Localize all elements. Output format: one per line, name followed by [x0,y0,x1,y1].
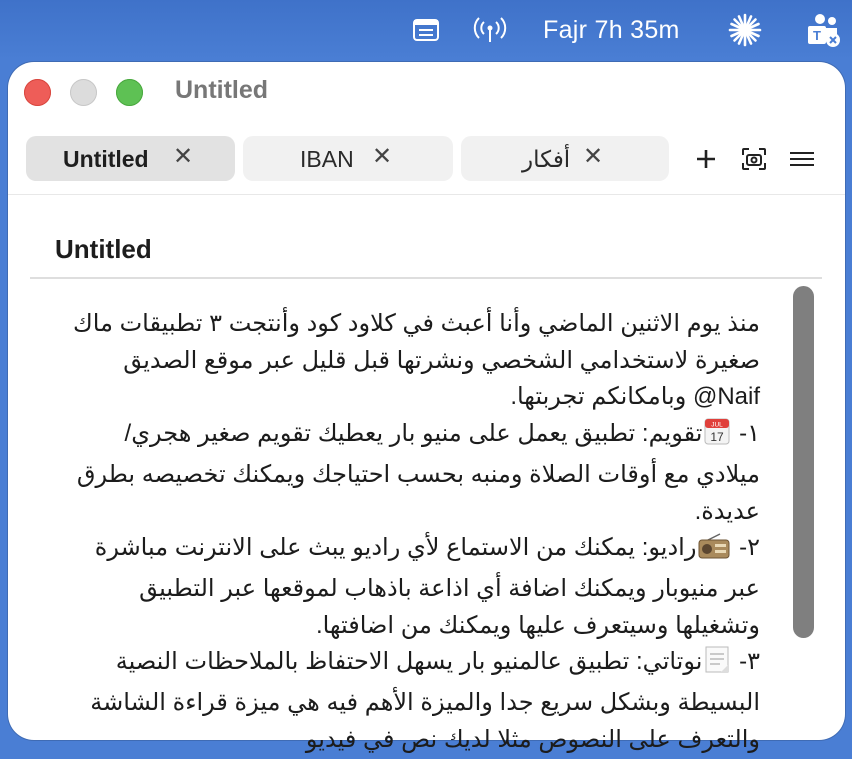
calendar-icon [704,417,730,457]
radio-emoji-icon [698,533,730,571]
intro-paragraph: منذ يوم الاثنين الماضي وأنا أعبث في كلاود كود وأنتجت ٣ تطبيقات ماك صغيرة لاستخدامي الشخصي ونشرتها قبل قليل عبر موقع الصديق ‎@Naif‎ وبامكانكم تجربتها. [72,310,760,411]
menu-icon[interactable] [787,140,817,178]
title-divider [30,277,822,279]
minimize-window-button[interactable] [70,79,97,106]
toolbar-divider [8,194,845,195]
list-number: ٢- [739,534,760,562]
list-number: ٣- [739,648,760,676]
maximize-window-button[interactable] [116,79,143,106]
svg-text:T: T [813,28,821,43]
list-item-text: نوتاتي: تطبيق عالمنيو بار يسهل الاحتفاظ بالملاحظات النصية البسيطة وبشكل سريع جدا والميزة الأهم فيه هي ميزة قراءة الشاشة والتعرف على النصوص مثلا لديك نص في فيديو [90,648,760,753]
teams-icon[interactable] [805,0,843,60]
close-window-button[interactable] [24,79,51,106]
list-item-text: تقويم: تطبيق يعمل على منيو بار يعطيك تقويم صغير هجري/ميلادي مع أوقات الصلاة ومنبه بحسب احتياجك ويمكنك تخصيصه بطرق عديدة. [76,420,760,525]
note-window [8,62,845,753]
window-title: Untitled [175,76,269,104]
prayer-time-status[interactable]: Fajr 7h 35m [543,15,680,44]
tab-label: أفكار [522,146,571,172]
radio-icon[interactable] [474,0,506,60]
notes-icon[interactable] [412,0,440,60]
list-item-text: راديو: يمكنك من الاستماع لأي راديو يبث على الانترنت مباشرة عبر منيوبار ويمكنك اضافة أي اذاعة باذهاب لموقعها عبر التطبيق وتشغيلها وسيتعرف عليها ويمكنك من اضافتها. [94,534,760,639]
scrollbar-thumb[interactable] [793,286,814,638]
sparkle-icon[interactable] [728,0,762,60]
document-title[interactable]: Untitled [55,234,152,264]
tab-label: Untitled [63,146,149,172]
title-bar [8,62,845,122]
tab-label: IBAN [300,146,354,172]
menu-bar [0,0,852,60]
tab-afkar[interactable] [461,136,669,181]
list-number: ١- [739,420,760,448]
add-tab-icon[interactable] [692,140,720,178]
calendar-day: 17 [710,430,725,445]
tab-untitled[interactable] [26,136,235,181]
tab-iban[interactable] [243,136,453,181]
close-tab-icon[interactable]: ✕ [173,143,194,170]
list-item [70,416,760,530]
list-item [70,530,760,644]
screenshot-ocr-icon[interactable] [739,140,769,178]
close-tab-icon[interactable]: ✕ [372,143,393,170]
close-tab-icon[interactable]: ✕ [583,143,604,170]
list-item [70,644,760,758]
calendar-month: JUL [711,421,724,429]
note-content[interactable] [70,306,760,753]
notepad-icon [704,645,730,685]
